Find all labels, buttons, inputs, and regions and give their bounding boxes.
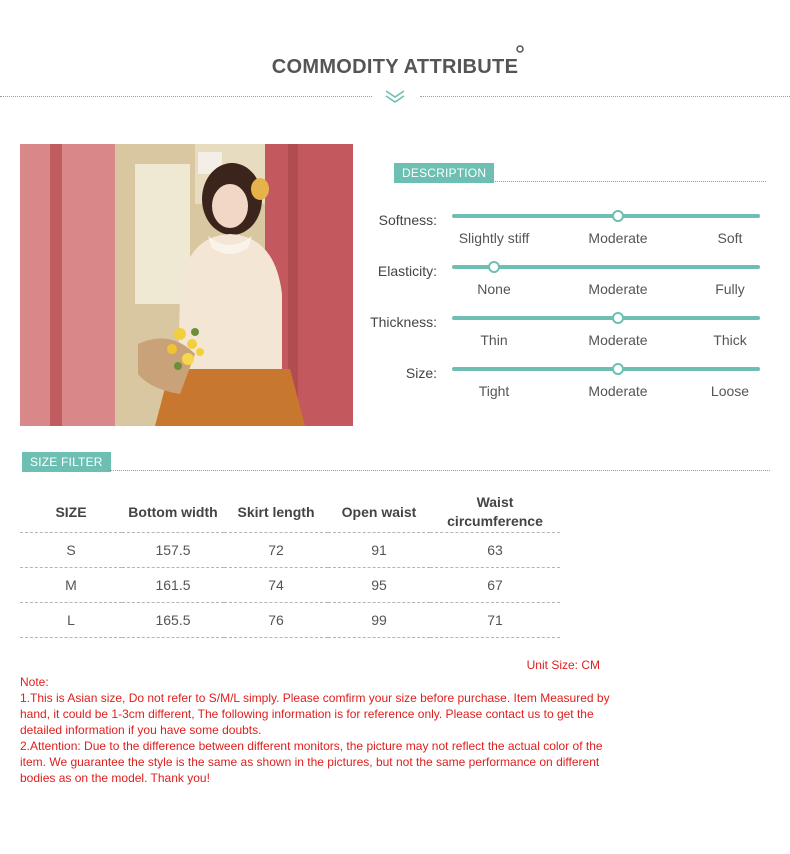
size-filter-tag: SIZE FILTER <box>22 452 111 472</box>
size-filter-divider <box>108 470 770 471</box>
note-title: Note: <box>20 675 49 689</box>
attribute-scale-bar <box>452 214 760 218</box>
size-table <box>20 492 560 638</box>
attribute-option: Thick <box>713 332 747 348</box>
description-tag: DESCRIPTION <box>394 163 494 183</box>
header-divider-left <box>0 96 372 97</box>
column-header: Open waist <box>328 492 430 533</box>
table-cell: 74 <box>224 568 328 603</box>
attribute-scale-bar <box>452 367 760 371</box>
table-cell: 67 <box>430 568 560 603</box>
attribute-scale-marker <box>612 210 624 222</box>
attribute-scale-bar <box>452 316 760 320</box>
unit-size-label: Unit Size: CM <box>526 658 600 672</box>
attribute-label: Size: <box>405 365 437 381</box>
page-title: COMMODITY ATTRIBUTE <box>271 56 519 78</box>
attribute-option: Loose <box>710 383 750 399</box>
attribute-option: Soft <box>717 230 743 246</box>
attribute-option: None <box>477 281 511 297</box>
table-header-row <box>20 492 560 533</box>
table-cell: 71 <box>430 603 560 638</box>
note-line: 1.This is Asian size, Do not refer to S/M/L simply. Please comfirm your size before purchase. Item Measured by hand, it could be 1-3cm different, The following information is for reference only. Please contact us to get the detailed information if you have some doubts. <box>20 691 610 737</box>
attribute-option: Tight <box>478 383 510 399</box>
table-cell: 72 <box>224 533 328 568</box>
double-chevron-down-icon <box>384 88 406 104</box>
note-line: 2.Attention: Due to the difference between different monitors, the picture may not reflect the actual color of the item. We guarantee the style is the same as shown in the pictures, but not the same performance on different bodies as on the model. Thank you! <box>20 739 603 785</box>
table-cell: S <box>20 533 122 568</box>
table-cell: 95 <box>328 568 430 603</box>
attribute-option: Slightly stiff <box>458 230 530 246</box>
attribute-label: Thickness: <box>370 314 437 330</box>
attribute-option: Moderate <box>588 281 648 297</box>
attribute-option: Moderate <box>588 332 648 348</box>
column-header: Bottom width <box>122 492 224 533</box>
table-cell: 91 <box>328 533 430 568</box>
note-block <box>20 674 610 786</box>
table-cell: 157.5 <box>122 533 224 568</box>
table-cell: 99 <box>328 603 430 638</box>
attribute-option: Moderate <box>588 383 648 399</box>
attribute-scale-marker <box>612 312 624 324</box>
description-divider <box>490 181 766 182</box>
table-row <box>20 533 560 568</box>
table-cell: L <box>20 603 122 638</box>
table-row <box>20 603 560 638</box>
attribute-label: Elasticity: <box>377 263 437 279</box>
attribute-scale-marker <box>488 261 500 273</box>
attribute-option: Fully <box>715 281 745 297</box>
attribute-label: Softness: <box>378 212 437 228</box>
column-header: Waist circumference <box>430 492 560 533</box>
column-header: SIZE <box>20 492 122 533</box>
column-header: Skirt length <box>224 492 328 533</box>
table-cell: 161.5 <box>122 568 224 603</box>
table-cell: M <box>20 568 122 603</box>
attribute-option: Thin <box>480 332 508 348</box>
attribute-option: Moderate <box>588 230 648 246</box>
table-cell: 165.5 <box>122 603 224 638</box>
degree-ring-icon <box>515 44 525 54</box>
table-cell: 63 <box>430 533 560 568</box>
product-photo <box>20 144 353 426</box>
header-divider-right <box>420 96 790 97</box>
table-row <box>20 568 560 603</box>
table-cell: 76 <box>224 603 328 638</box>
attribute-scale-marker <box>612 363 624 375</box>
